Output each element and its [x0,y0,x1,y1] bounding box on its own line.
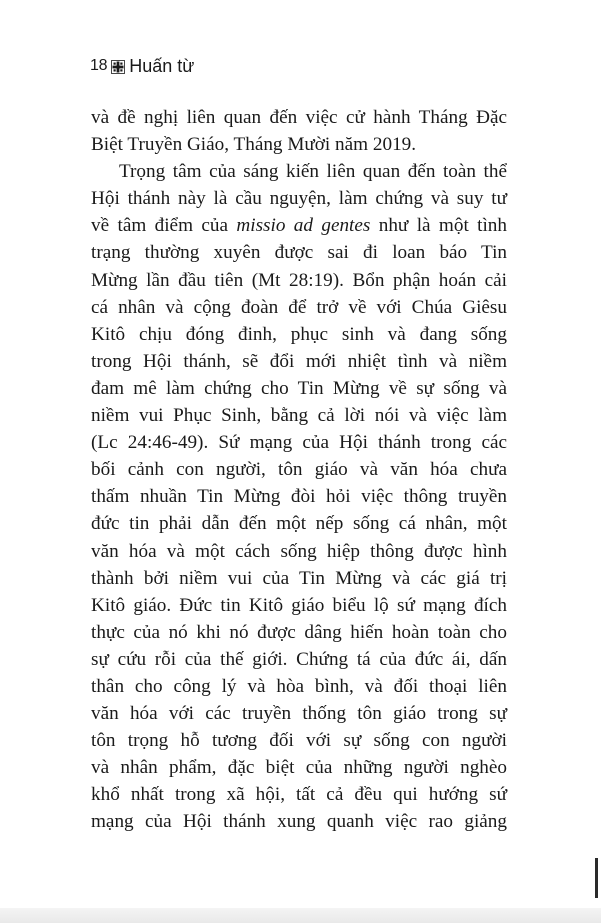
text-line: Hội thánh này là cầu nguyện, làm chứng và suy tư [91,188,507,210]
text-segment: về tâm điểm của [91,215,237,237]
text-line: mạng của Hội thánh xung quanh việc rao giảng [91,811,507,833]
cross-ornament-icon [111,60,125,74]
running-header [90,54,194,78]
page-edge-mark [595,858,598,898]
text-line: văn hóa và một cách sống hiệp thông được hình [91,540,507,562]
text-line: trạng thường xuyên được sai đi loan báo Tin [91,242,507,264]
text-line-with-italic [91,212,507,239]
running-title: Huấn từ [129,55,195,76]
text-line: đam mê làm chứng cho Tin Mừng về sự sống và [91,377,507,399]
text-line: đức tin phải dẫn đến một nếp sống cá nhân, một [91,513,507,535]
text-line: thực của nó khi nó được dâng hiến hoàn toàn cho [91,621,507,643]
body-text [91,104,507,836]
text-line: thành bởi niềm vui của Tin Mừng và các giá trị [91,567,507,589]
italic-term: missio ad gentes [236,215,371,237]
text-line: và đề nghị liên quan đến việc cử hành Tháng Đặc [91,107,507,128]
text-line: tôn trọng hỗ tương đối với sự sống con người [91,730,507,752]
paragraph-first-line: Trọng tâm của sáng kiến liên quan đến toàn thể [119,161,507,183]
text-line: văn hóa với các truyền thống tôn giáo trong sự [91,703,507,725]
text-line: trong Hội thánh, sẽ đổi mới nhiệt tình và niềm [91,350,507,372]
text-line: niềm vui Phục Sinh, bằng cả lời nói và việc làm [91,405,507,427]
text-line: Kitô chịu đóng đinh, phục sinh và đang sống [91,323,507,345]
page-number: 18 [90,57,108,74]
text-line: thân cho công lý và hòa bình, và đối thoại liên [91,675,507,697]
text-line: sự cứu rỗi của thế giới. Chứng tá của đức ái, dấn [91,648,507,670]
text-line: (Lc 24:46-49). Sứ mạng của Hội thánh trong các [91,432,507,454]
text-line: cá nhân và cộng đoàn để trở về với Chúa Giêsu [91,296,507,318]
text-line: thấm nhuần Tin Mừng đòi hỏi việc thông truyền [91,486,507,508]
text-line: Biệt Truyền Giáo, Tháng Mười năm 2019. [91,134,417,156]
text-line: và nhân phẩm, đặc biệt của những người nghèo [91,757,507,779]
text-line: Kitô giáo. Đức tin Kitô giáo biểu lộ sứ mạng đích [91,594,507,616]
text-line: bối cảnh con người, tôn giáo và văn hóa chưa [91,459,507,481]
text-segment: như là một tình [370,215,507,237]
page-bottom-gutter [0,908,601,923]
text-line: khổ nhất trong xã hội, tất cả đều qui hướng sứ [91,784,507,806]
text-line: Mừng lần đầu tiên (Mt 28:19). Bổn phận hoán cải [91,269,507,291]
